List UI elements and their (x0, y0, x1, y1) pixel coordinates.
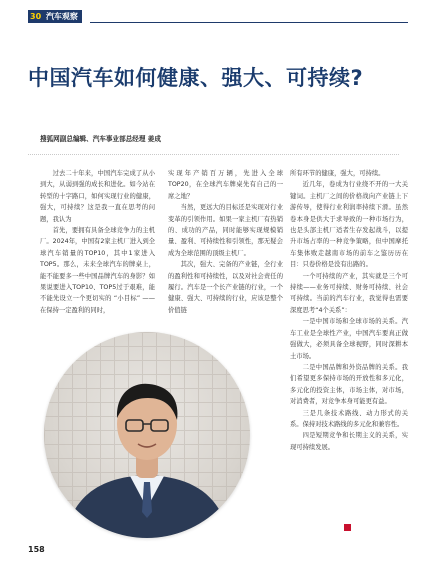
header-divider (90, 22, 408, 23)
text-column-2 (168, 168, 283, 328)
article-title: 中国汽车如何健康、强大、可持续? (28, 66, 364, 90)
paragraph: 实现年产销百万辆，先进入全球TOP20，在全球汽车牌桌先有自己的一席之地？ (168, 170, 283, 200)
paragraph: 四是短期竞争和长期主义的关系，实现可持续发展。 (290, 432, 408, 451)
paragraph: 当然，更远大的目标还是实现对行业变革的引领作用。如果一家主机厂有热销的、成功的产品，同时能够实现规模销量、盈利、可持续性和引领性，那无疑会成为全球范围的顶级主机厂。 (168, 204, 283, 257)
section-name: 汽车观察 (45, 12, 78, 21)
paragraph: 所有环节的健康，强大，可持续。 (290, 170, 385, 177)
text-column-1 (40, 168, 155, 328)
article-end-mark (344, 524, 351, 531)
paragraph: 三是几条技术路线、动力形式的关系。保持对技术路线的多元化和兼容性。 (290, 409, 408, 428)
portrait-figure-icon (44, 332, 250, 538)
title-divider (28, 154, 399, 155)
page-header (28, 10, 408, 24)
paragraph: 首先，要拥有具备全球竞争力的主机厂。2024年，中国有2家主机厂进入到全球汽车销量的TOP10，其中1家进入TOP5。那么，未来全球汽车的牌桌上，能不能要多一些中国品牌汽车的身影？如果说要进入TOP10、TOP5过于艰难，能不能先设立一个更切实的 “小目标” ——在保持一定盈利的同时， (40, 227, 155, 314)
section-number: 30 (30, 12, 42, 21)
section-badge (28, 10, 82, 23)
paragraph: 一是中国市场和全球市场的关系。汽车工业是全球性产业，中国汽车要真正做强做大，必须具备全球视野，同时深耕本土市场。 (290, 318, 408, 360)
author-portrait-photo (44, 332, 250, 538)
text-column-3 (290, 168, 408, 528)
paragraph: 过去二十年来，中国汽车完成了从小到大，从弱到强的成长和进化。如今站在转型的十字路口，如何实现行业的健康，强大，可持续？这是我一直在思考的问题，我认为 (40, 170, 155, 223)
paragraph: 一个可持续的产业，其实就是三个可持续——业务可持续、财务可持续、社会可持续。当前的汽车行业，我觉得也需要深度思考“4个关系”： (290, 272, 408, 314)
article-byline: 搜狐网副总编辑、汽车事业部总经理 姜成 (40, 135, 161, 143)
paragraph: 近几年，卷成为行业绕不开的一大关键词。主机厂之间的价格战向产业链上下游传导，使得行业利润率持续下滑。虽然卷本身是供大于求导致的一种市场行为，也是头部主机厂适者生存发起战斗，以提升市场占率的一种竞争策略，但中国摩托车集体败走越南市场的前车之鉴历历在目：只卷价格是没有出路的。 (290, 181, 408, 269)
paragraph: 二是中国品牌和外资品牌的关系。我们希望更多保持市场的开放性和多元化，多元化的投资主体，市场主体，对市场，对消费者，对竞争本身可能更有益。 (290, 363, 408, 406)
paragraph: 其次，强大、完备的产业链，全行业的盈利性和可持续性，以及对社会责任的履行。汽车是一个长产业链的行业，一个健康、强大、可持续的行业，应该是整个价值链 (168, 261, 283, 314)
page-number: 158 (28, 545, 45, 554)
